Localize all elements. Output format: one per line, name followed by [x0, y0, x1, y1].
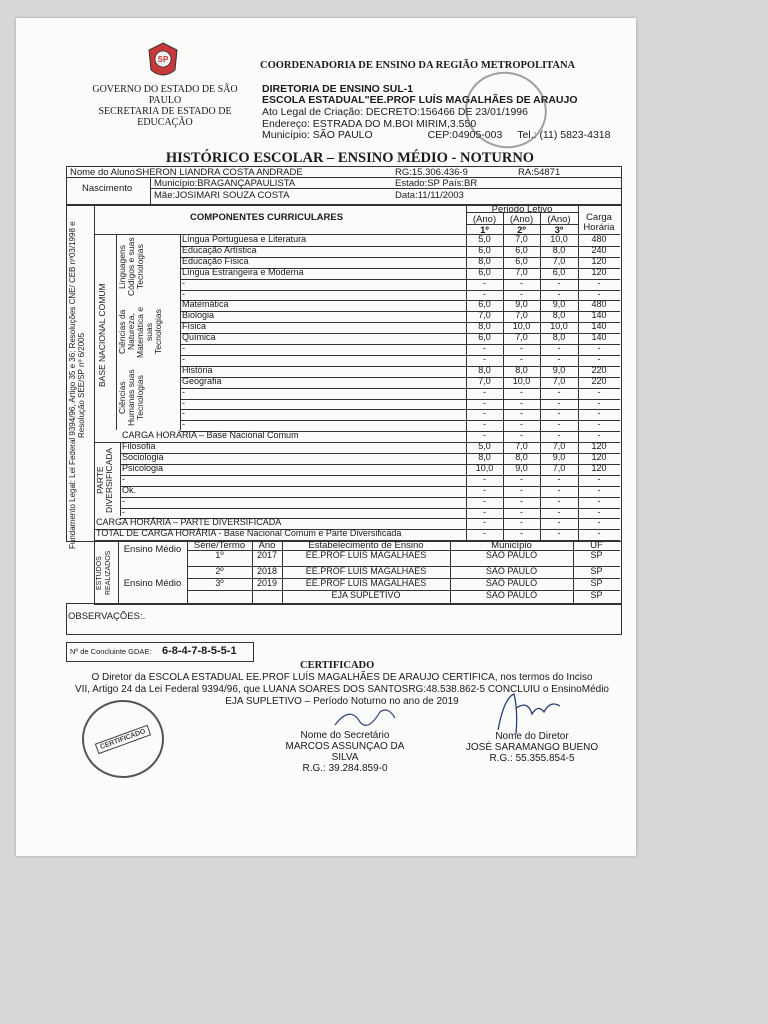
estudo-serie: 2º: [215, 566, 224, 576]
aluno-ra: RA:54871: [518, 167, 561, 178]
government-header: [70, 84, 260, 128]
grade-year3: -: [557, 353, 561, 364]
subject-name: -: [182, 408, 185, 419]
aluno-data: Data:11/11/2003: [395, 190, 464, 201]
grade-year1: -: [483, 353, 486, 364]
concluinte-number: 6-8-4-7-8-5-5-1: [162, 645, 237, 657]
grade-year1: 10,0: [475, 462, 494, 473]
subject-name: Geografia: [182, 375, 222, 386]
grade-year3: -: [557, 343, 561, 353]
parte-diversificada-label: PARTE DIVERSIFICADA: [95, 447, 114, 513]
diretor-name: JOSÉ SARAMANGO BUENO: [465, 742, 599, 753]
gov-line1: GOVERNO DO ESTADO DE SÃO: [92, 84, 238, 95]
grade-year3: -: [557, 386, 561, 397]
telefone: Tel.: (11) 5823-4318: [517, 129, 611, 141]
grade-year1: -: [483, 528, 486, 539]
carga-horaria: 120: [591, 462, 607, 473]
grade-year3: -: [557, 430, 561, 441]
subject-name: Sociologia: [122, 452, 164, 462]
serie-header: Série/Termo: [193, 540, 246, 551]
grade-year2: 7,0: [515, 310, 528, 321]
diretoria: DIRETORIA DE ENSINO SUL-1: [262, 83, 414, 95]
grade-year1: 8,0: [478, 255, 491, 266]
grade-year3: -: [557, 517, 561, 528]
grade-year1: -: [483, 517, 486, 528]
grade-year1: -: [483, 419, 486, 430]
aluno-mae: Mãe:JOSIMARI SOUZA COSTA: [154, 190, 290, 201]
carga-horaria: 120: [591, 266, 607, 277]
grade-year2: -: [520, 528, 523, 539]
subject-name: Língua Portuguesa e Literatura: [182, 234, 307, 244]
carga-horaria: -: [597, 288, 601, 299]
school-info: [262, 107, 610, 142]
subject-name: -: [182, 288, 185, 299]
subject-name: Física: [182, 321, 207, 332]
estudo-ano: 2017: [256, 550, 278, 560]
estudo-estab: EE.PROF LUIS MAGALHAES: [305, 550, 427, 560]
grade-year1: 6,0: [478, 244, 491, 255]
secretario-name1: MARCOS ASSUNÇAO DA: [285, 741, 405, 752]
subject-name: Psicologia: [122, 462, 164, 473]
grade-year3: -: [557, 484, 561, 495]
aluno-municipio: Município:BRAGANÇAPAULISTA: [154, 178, 296, 189]
secretario-signature-icon: [330, 700, 400, 734]
grade-year2: 7,0: [515, 332, 528, 343]
carga-horaria: -: [597, 517, 601, 528]
grade-year3: 9,0: [552, 364, 566, 375]
municipio: Município: SÃO PAULO: [262, 129, 373, 141]
carga-horaria: 140: [591, 332, 607, 343]
subject-name: Química: [182, 332, 216, 343]
ano1-header: (Ano): [472, 214, 497, 225]
grade-year2: 9,0: [515, 462, 528, 473]
emblem-label: SP: [157, 55, 169, 64]
grade-year2: -: [520, 288, 523, 299]
grade-year1: -: [483, 484, 486, 495]
carga-horaria: -: [597, 419, 601, 430]
observacoes-box: [66, 603, 622, 635]
grade-year1: 5,0: [478, 441, 491, 452]
stamp-text: CERTIFICADO: [95, 724, 151, 753]
grade-year3: 7,0: [552, 462, 566, 473]
secretario-label: Nome do Secretário: [300, 730, 390, 741]
ensino-medio-label-1: Ensino Médio: [123, 544, 182, 555]
secretario-block: [270, 730, 420, 774]
grade-year3: -: [557, 277, 561, 288]
certificado-title: CERTIFICADO: [300, 660, 375, 671]
grade-year2: -: [520, 419, 523, 430]
grade-year1: -: [483, 495, 486, 506]
grade-year3: -: [557, 419, 561, 430]
estudo-uf: SP: [590, 590, 603, 600]
estudo-estab: EJA SUPLETIVO: [331, 590, 401, 600]
municipio-header: Município: [491, 540, 532, 551]
estudo-municipio: SÃO PAULO: [485, 590, 538, 600]
secretario-name2: SILVA: [331, 752, 359, 763]
year2-header: 2º: [517, 225, 526, 236]
subject-name: -: [182, 343, 185, 353]
carga-horaria: 120: [591, 255, 607, 266]
grade-year2: 6,0: [515, 244, 528, 255]
grade-year2: 6,0: [515, 255, 528, 266]
grade-year3: 6,0: [552, 266, 566, 277]
area-ciencias-natureza: Ciências da Natureza, Matemática e suas Tecnologias: [117, 306, 163, 358]
sec-line1: SECRETARIA DE ESTADO DE: [98, 106, 232, 117]
diretor-block: [450, 731, 614, 764]
grade-year3: 10,0: [550, 234, 568, 244]
secretario-rg: R.G.: 39.284.859-0: [302, 763, 388, 774]
carga-horaria: 140: [591, 310, 607, 321]
grade-year1: -: [483, 288, 486, 299]
grade-year2: -: [520, 408, 523, 419]
grade-year3: 9,0: [552, 299, 566, 310]
aluno-nome: SHERON LIANDRA COSTA ANDRADE: [136, 167, 303, 178]
subject-name: -: [182, 277, 185, 288]
grade-year1: 8,0: [478, 452, 491, 462]
grade-year2: -: [520, 430, 523, 441]
area-linguagens: Linguagens Códigos e suas Tecnologias: [117, 237, 145, 297]
subject-name: -: [182, 419, 185, 430]
grade-year1: 8,0: [478, 321, 491, 332]
carga-horaria: -: [597, 397, 601, 408]
carga-header: Carga: [586, 212, 612, 223]
ano2-header: (Ano): [509, 214, 534, 225]
cert-line3: EJA SUPLETIVO – Período Noturno no ano de 2019: [225, 696, 459, 707]
grade-year1: 7,0: [478, 375, 491, 386]
grade-year2: -: [520, 353, 523, 364]
carga-horaria: 480: [591, 299, 607, 310]
subject-name: CARGA HORÁRIA – Base Nacional Comum: [122, 430, 299, 441]
carga-horaria: -: [597, 484, 601, 495]
grade-year3: -: [557, 495, 561, 506]
estudo-uf: SP: [590, 566, 603, 576]
grade-year3: -: [557, 473, 561, 484]
grade-year1: -: [483, 430, 486, 441]
componentes-header: COMPONENTES CURRICULARES: [190, 212, 344, 223]
estudo-serie: 1º: [215, 550, 224, 560]
diretor-rg: R.G.: 55.355.854-5: [489, 753, 575, 764]
subject-name: -: [182, 397, 185, 408]
carga-horaria: -: [597, 386, 601, 397]
grade-year3: 7,0: [552, 375, 566, 386]
endereco: Endereço: ESTRADA DO M.BOI MIRIM,3.550: [262, 117, 477, 130]
grade-year3: 7,0: [552, 255, 566, 266]
grade-year2: 10,0: [512, 375, 531, 386]
estudo-estab: EE.PROF LUIS MAGALHAES: [305, 578, 427, 588]
grade-year3: -: [557, 288, 561, 299]
grade-year1: 6,0: [478, 299, 491, 310]
grade-year1: -: [483, 397, 486, 408]
estudos-label: ESTUDOS REALIZADOS: [96, 550, 112, 596]
carga-horaria: -: [597, 408, 601, 419]
grade-year1: -: [483, 277, 486, 288]
ensino-medio-label-2: Ensino Médio: [123, 578, 182, 589]
carga-horaria: 220: [591, 375, 607, 386]
subject-name: Educação Física: [182, 255, 249, 266]
periodo-header: Periodo Letivo: [491, 204, 553, 215]
cert-line2: VII, Artigo 24 da Lei Federal 9394/96, que LUANA SOARES DOS SANTOSRG:48.538.862-5 CONCLUIU o EnsinoMédio: [75, 684, 609, 695]
subject-name: Matemática: [182, 299, 229, 310]
grade-year3: -: [557, 397, 561, 408]
base-nacional-label: BASE NACIONAL COMUM: [97, 283, 107, 387]
grade-year2: -: [520, 506, 523, 517]
ano-header: Ano: [258, 540, 276, 551]
subject-name: Língua Estrangeira e Moderna: [182, 266, 304, 277]
grade-year1: -: [483, 473, 486, 484]
subject-name: Ok.: [122, 484, 137, 495]
grade-year3: 10,0: [550, 321, 568, 332]
subject-name: -: [122, 495, 125, 506]
aluno-rg: RG:15.306.436-9: [395, 167, 468, 178]
carga-horaria: 240: [591, 244, 607, 255]
subject-name: -: [182, 386, 185, 397]
grade-year1: -: [483, 343, 486, 353]
grade-year1: 6,0: [478, 332, 491, 343]
subject-name: -: [122, 473, 125, 484]
carga-horaria: -: [597, 343, 601, 353]
grade-year2: 7,0: [515, 266, 528, 277]
carga-horaria: 140: [591, 321, 607, 332]
sec-line2: EDUCAÇÃO: [137, 117, 193, 128]
carga-horaria: 480: [591, 234, 607, 244]
carga-horaria: -: [597, 430, 601, 441]
cep: CEP:04905-003: [427, 129, 503, 141]
grade-year2: 10,0: [512, 321, 531, 332]
grade-year2: 7,0: [515, 441, 528, 452]
estudo-municipio: SÃO PAULO: [485, 566, 538, 576]
estudo-ano: 2019: [256, 578, 278, 588]
carga-horaria: -: [597, 506, 601, 517]
nascimento-label: Nascimento: [82, 183, 133, 194]
aluno-label: Nome do Aluno:: [70, 167, 138, 178]
grade-year3: -: [557, 528, 561, 539]
area-ciencias-humanas: Ciências Humanas suas Tecnologias: [117, 369, 145, 427]
carga-horaria: -: [597, 277, 601, 288]
grade-year2: 8,0: [515, 452, 528, 462]
grade-year2: -: [520, 473, 523, 484]
estudo-municipio: SÃO PAULO: [485, 550, 538, 560]
diretor-label: Nome do Diretor: [495, 731, 569, 742]
carga-horaria: -: [597, 473, 601, 484]
concluinte-label: Nº de Concluinte GDAE:: [70, 647, 152, 656]
year1-header: 1º: [480, 225, 489, 236]
grade-year2: -: [520, 397, 523, 408]
grade-year1: 6,0: [478, 266, 491, 277]
cert-line1: O Diretor da ESCOLA ESTADUAL EE.PROF LUÍS MAGALHÃES DE ARAUJO CERTIFICA, nos termos do Inciso: [91, 672, 593, 683]
gov-line2: PAULO: [148, 95, 182, 106]
carga-horaria: -: [597, 353, 601, 364]
carga-horaria: 120: [591, 452, 607, 462]
grade-year2: -: [520, 484, 523, 495]
grade-year2: 7,0: [515, 234, 528, 244]
subject-name: Educação Artística: [182, 244, 257, 255]
estab-header: Estabelecimento de Ensino: [308, 540, 424, 551]
document-title: HISTÓRICO ESCOLAR – ENSINO MÉDIO - NOTURNO: [165, 150, 535, 166]
grade-year3: 8,0: [552, 310, 566, 321]
subject-name: Biologia: [182, 310, 215, 321]
grade-year1: -: [483, 506, 486, 517]
grade-year1: 7,0: [478, 310, 491, 321]
grade-year3: 8,0: [552, 244, 566, 255]
grade-year3: -: [557, 408, 561, 419]
subject-name: Filosofia: [122, 441, 156, 452]
estudo-uf: SP: [590, 578, 603, 588]
subject-name: TOTAL DE CARGA HORÁRIA - Base Nacional Comum e Parte Diversificada: [96, 528, 402, 539]
subject-name: CARGA HORÁRIA – PARTE DIVERSIFICADA: [96, 517, 282, 528]
grade-year1: 5,0: [478, 234, 491, 244]
aluno-estado: Estado:SP País:BR: [395, 178, 478, 189]
ano3-header: (Ano): [547, 214, 571, 225]
estudo-serie: 3º: [215, 578, 224, 588]
grade-year2: 9,0: [515, 299, 528, 310]
carga-horaria: -: [597, 528, 601, 539]
grade-year1: -: [483, 386, 486, 397]
grade-year2: -: [520, 495, 523, 506]
grade-year2: 8,0: [515, 364, 528, 375]
grade-year2: -: [520, 517, 523, 528]
subject-name: -: [122, 506, 125, 517]
subject-name: -: [182, 353, 185, 364]
horaria-header: Horária: [583, 222, 615, 233]
carga-horaria: 220: [591, 364, 607, 375]
estudo-uf: SP: [590, 550, 603, 560]
carga-horaria: 120: [591, 441, 607, 452]
observacoes: OBSERVAÇÕES:.: [68, 611, 146, 622]
escola-name: ESCOLA ESTADUAL"EE.PROF LUÍS MAGALHÃES DE ARAUJO: [262, 94, 578, 106]
grade-year2: -: [520, 343, 523, 353]
grade-year3: -: [557, 506, 561, 517]
grade-year2: -: [520, 277, 523, 288]
grade-year1: -: [483, 408, 486, 419]
uf-header: UF: [590, 540, 603, 551]
grade-year3: 9,0: [552, 452, 566, 462]
grade-year2: -: [520, 386, 523, 397]
fundamento-legal: Fundamento Legal: Lei Federal 9394/96, Artigo 35 e 36; Resoluções CNE/ CEB nº03/1998 e Resolução SEE/SP nº 6/2005: [68, 221, 86, 549]
subject-name: História: [182, 364, 213, 375]
state-emblem-icon: [142, 40, 184, 82]
grade-year1: 8,0: [478, 364, 491, 375]
estudo-estab: EE.PROF LUIS MAGALHAES: [305, 566, 427, 576]
certificado-stamp-icon: [82, 700, 164, 778]
estudo-ano: 2018: [256, 566, 278, 576]
grade-year3: 7,0: [552, 441, 566, 452]
year3-header: 3º: [554, 225, 564, 236]
coordenadoria: COORDENADORIA DE ENSINO DA REGIÃO METROPOLITANA: [260, 60, 576, 71]
carga-horaria: -: [597, 495, 601, 506]
ato-legal: Ato Legal de Criação: DECRETO:156466 DE 23/01/1996: [262, 106, 528, 118]
grade-year3: 8,0: [552, 332, 566, 343]
estudo-municipio: SÃO PAULO: [485, 578, 538, 588]
